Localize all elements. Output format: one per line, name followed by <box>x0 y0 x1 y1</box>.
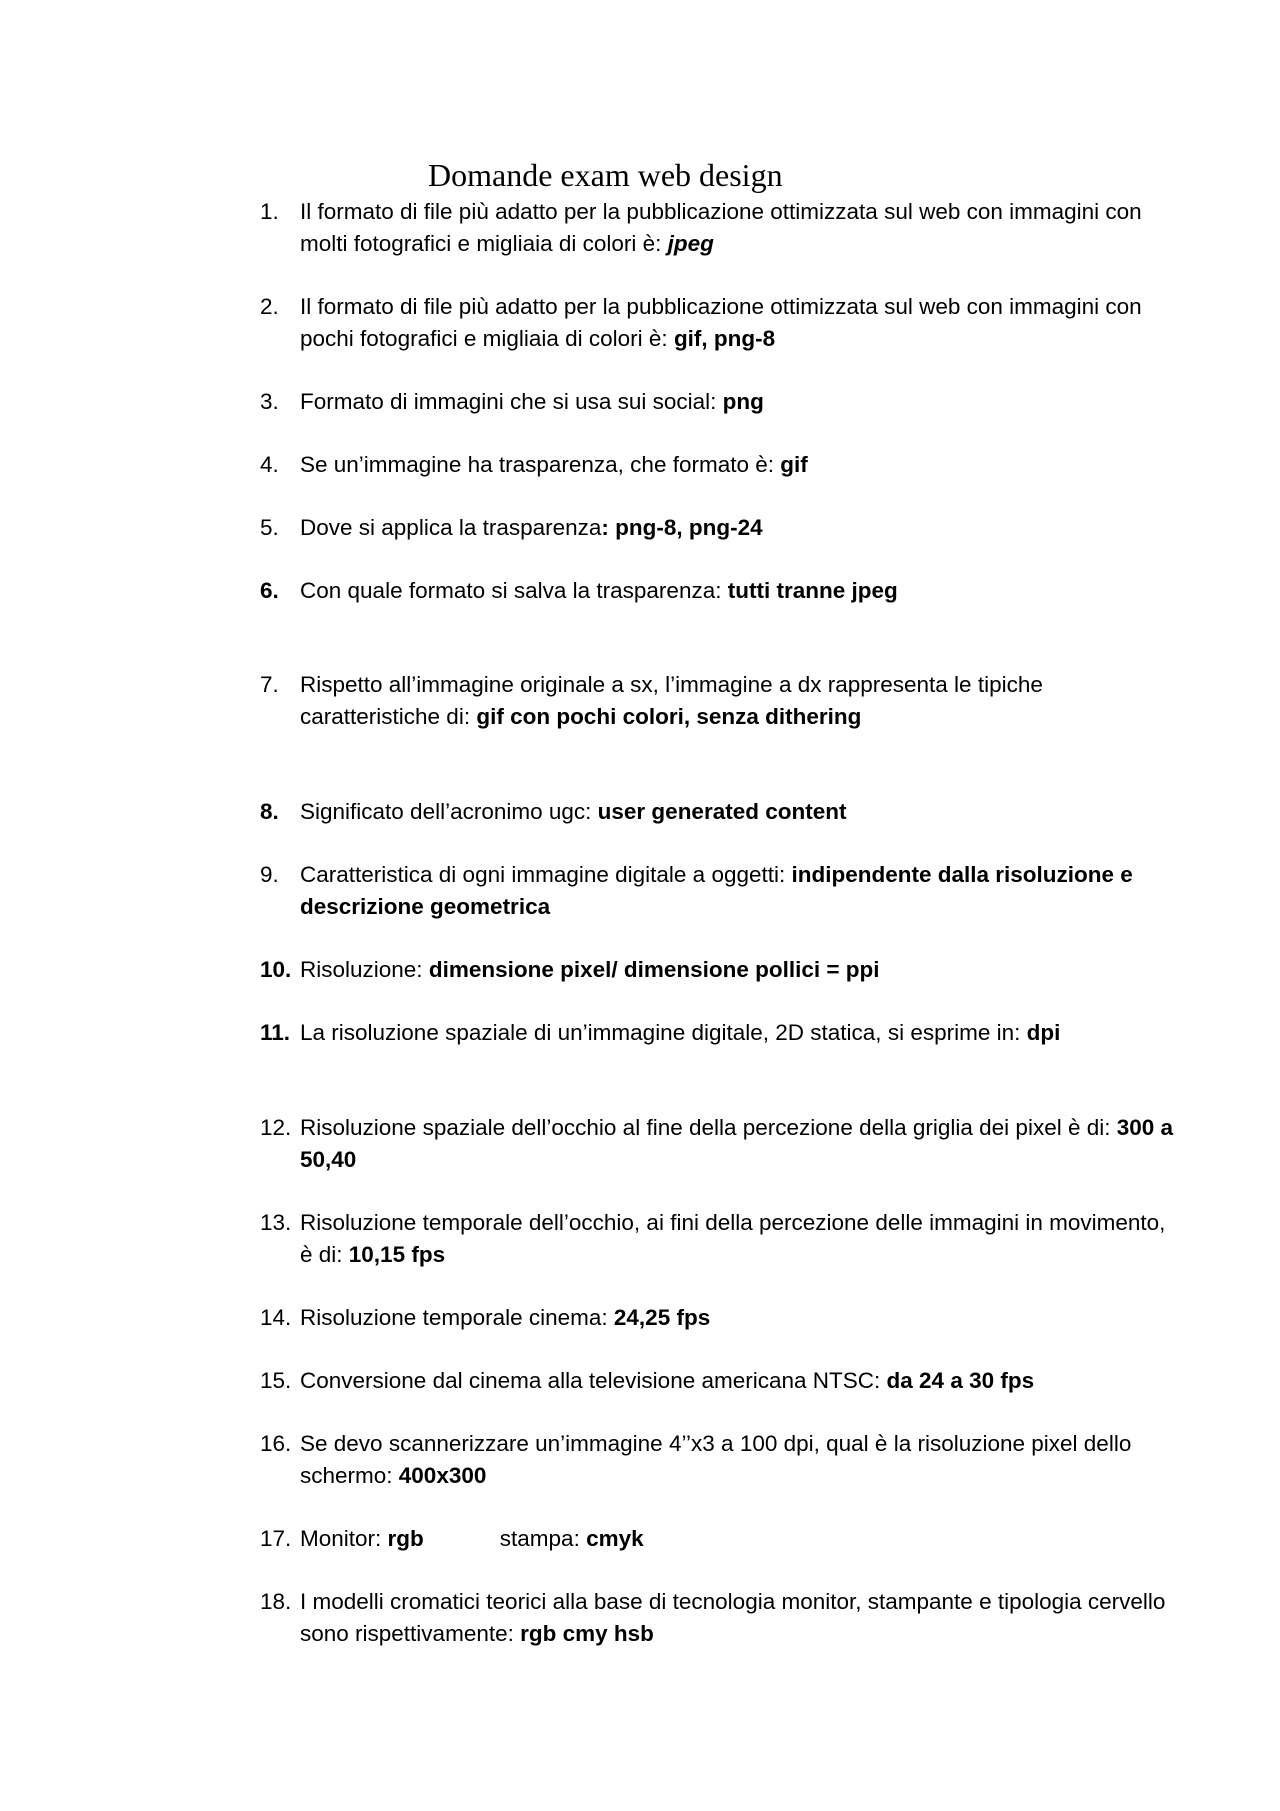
question-answer: 400x300 <box>398 1463 487 1488</box>
question-item <box>260 796 1180 828</box>
question-item <box>260 449 1180 481</box>
question-number: 10. <box>260 957 292 982</box>
question-number: 6. <box>260 578 279 603</box>
question-text: Risoluzione temporale dell’occhio, ai fini della percezione delle immagini in movimento, è di: <box>300 1210 1166 1267</box>
question-text: La risoluzione spaziale di un’immagine digitale, 2D statica, si esprime in: <box>300 1020 1027 1045</box>
question-answer: : png-8, png-24 <box>601 515 763 540</box>
question-text: Il formato di file più adatto per la pubblicazione ottimizzata sul web con immagini con pochi fotografici e migliaia di colori è: <box>300 294 1142 351</box>
question-item <box>260 1017 1180 1049</box>
question-item <box>260 1365 1180 1397</box>
question-answer: png <box>722 389 764 414</box>
question-answer: 300 a 50,40 <box>300 1115 1174 1172</box>
question-answer: user generated content <box>597 799 847 824</box>
question-answer: 10,15 fps <box>348 1242 446 1267</box>
question-text-secondary: stampa: <box>499 1526 587 1551</box>
question-text: Dove si applica la trasparenza <box>300 515 602 540</box>
question-text: Monitor: <box>300 1526 388 1551</box>
question-number: 17. <box>260 1526 292 1551</box>
question-number: 16. <box>260 1431 292 1456</box>
question-item <box>260 954 1180 986</box>
question-item <box>260 1586 1180 1650</box>
question-number: 5. <box>260 515 279 540</box>
question-text: Risoluzione spaziale dell’occhio al fine della percezione della griglia dei pixel è di: <box>300 1115 1117 1140</box>
question-text: I modelli cromatici teorici alla base di tecnologia monitor, stampante e tipologia cervello sono rispettivamente: <box>300 1589 1166 1646</box>
question-answer: rgb cmy hsb <box>520 1621 654 1646</box>
question-text: Con quale formato si salva la trasparenza: <box>300 578 728 603</box>
question-number: 18. <box>260 1589 292 1614</box>
question-answer: jpeg <box>667 231 714 256</box>
question-list <box>260 196 1180 1650</box>
question-number: 1. <box>260 199 279 224</box>
question-answer: dimensione pixel/ dimensione pollici = ppi <box>428 957 880 982</box>
page-title: Domande exam web design <box>428 157 783 193</box>
question-number: 14. <box>260 1305 292 1330</box>
question-answer: da 24 a 30 fps <box>886 1368 1035 1393</box>
question-answer: indipendente dalla risoluzione e descrizione geometrica <box>300 862 1133 919</box>
question-text: Risoluzione temporale cinema: <box>300 1305 614 1330</box>
question-text: Formato di immagini che si usa sui social: <box>300 389 723 414</box>
question-number: 7. <box>260 672 279 697</box>
question-text: Se devo scannerizzare un’immagine 4’’x3 a 100 dpi, qual è la risoluzione pixel dello schermo: <box>300 1431 1132 1488</box>
question-number: 4. <box>260 452 279 477</box>
question-number: 15. <box>260 1368 292 1393</box>
question-answer: 24,25 fps <box>613 1305 711 1330</box>
question-text: Significato dell’acronimo ugc: <box>300 799 598 824</box>
question-item <box>260 1302 1180 1334</box>
question-item <box>260 1207 1180 1271</box>
question-number: 3. <box>260 389 279 414</box>
question-item <box>260 575 1180 607</box>
question-answer: gif, png-8 <box>673 326 776 351</box>
question-item <box>260 196 1180 260</box>
question-item <box>260 291 1180 355</box>
question-text: Caratteristica di ogni immagine digitale a oggetti: <box>300 862 792 887</box>
question-text: Rispetto all’immagine originale a sx, l’immagine a dx rappresenta le tipiche caratteristiche di: <box>300 672 1043 729</box>
question-text: Il formato di file più adatto per la pubblicazione ottimizzata sul web con immagini con molti fotografici e migliaia di colori è: <box>300 199 1142 256</box>
question-answer: tutti tranne jpeg <box>727 578 898 603</box>
question-text: Risoluzione: <box>300 957 429 982</box>
question-answer: dpi <box>1026 1020 1061 1045</box>
question-number: 12. <box>260 1115 292 1140</box>
question-number: 9. <box>260 862 279 887</box>
question-text: Conversione dal cinema alla televisione americana NTSC: <box>300 1368 887 1393</box>
question-item <box>260 512 1180 544</box>
question-item <box>260 669 1180 733</box>
question-number: 13. <box>260 1210 292 1235</box>
question-item <box>260 1428 1180 1492</box>
question-item <box>260 1112 1180 1176</box>
question-number: 2. <box>260 294 279 319</box>
question-answer-secondary: cmyk <box>586 1526 644 1551</box>
question-answer: rgb <box>387 1526 424 1551</box>
question-answer: gif con pochi colori, senza dithering <box>476 704 862 729</box>
question-item <box>260 386 1180 418</box>
question-item <box>260 859 1180 923</box>
question-text: Se un’immagine ha trasparenza, che formato è: <box>300 452 781 477</box>
question-number: 11. <box>260 1020 291 1045</box>
question-number: 8. <box>260 799 279 824</box>
question-answer: gif <box>780 452 808 477</box>
question-item <box>260 1523 1180 1555</box>
